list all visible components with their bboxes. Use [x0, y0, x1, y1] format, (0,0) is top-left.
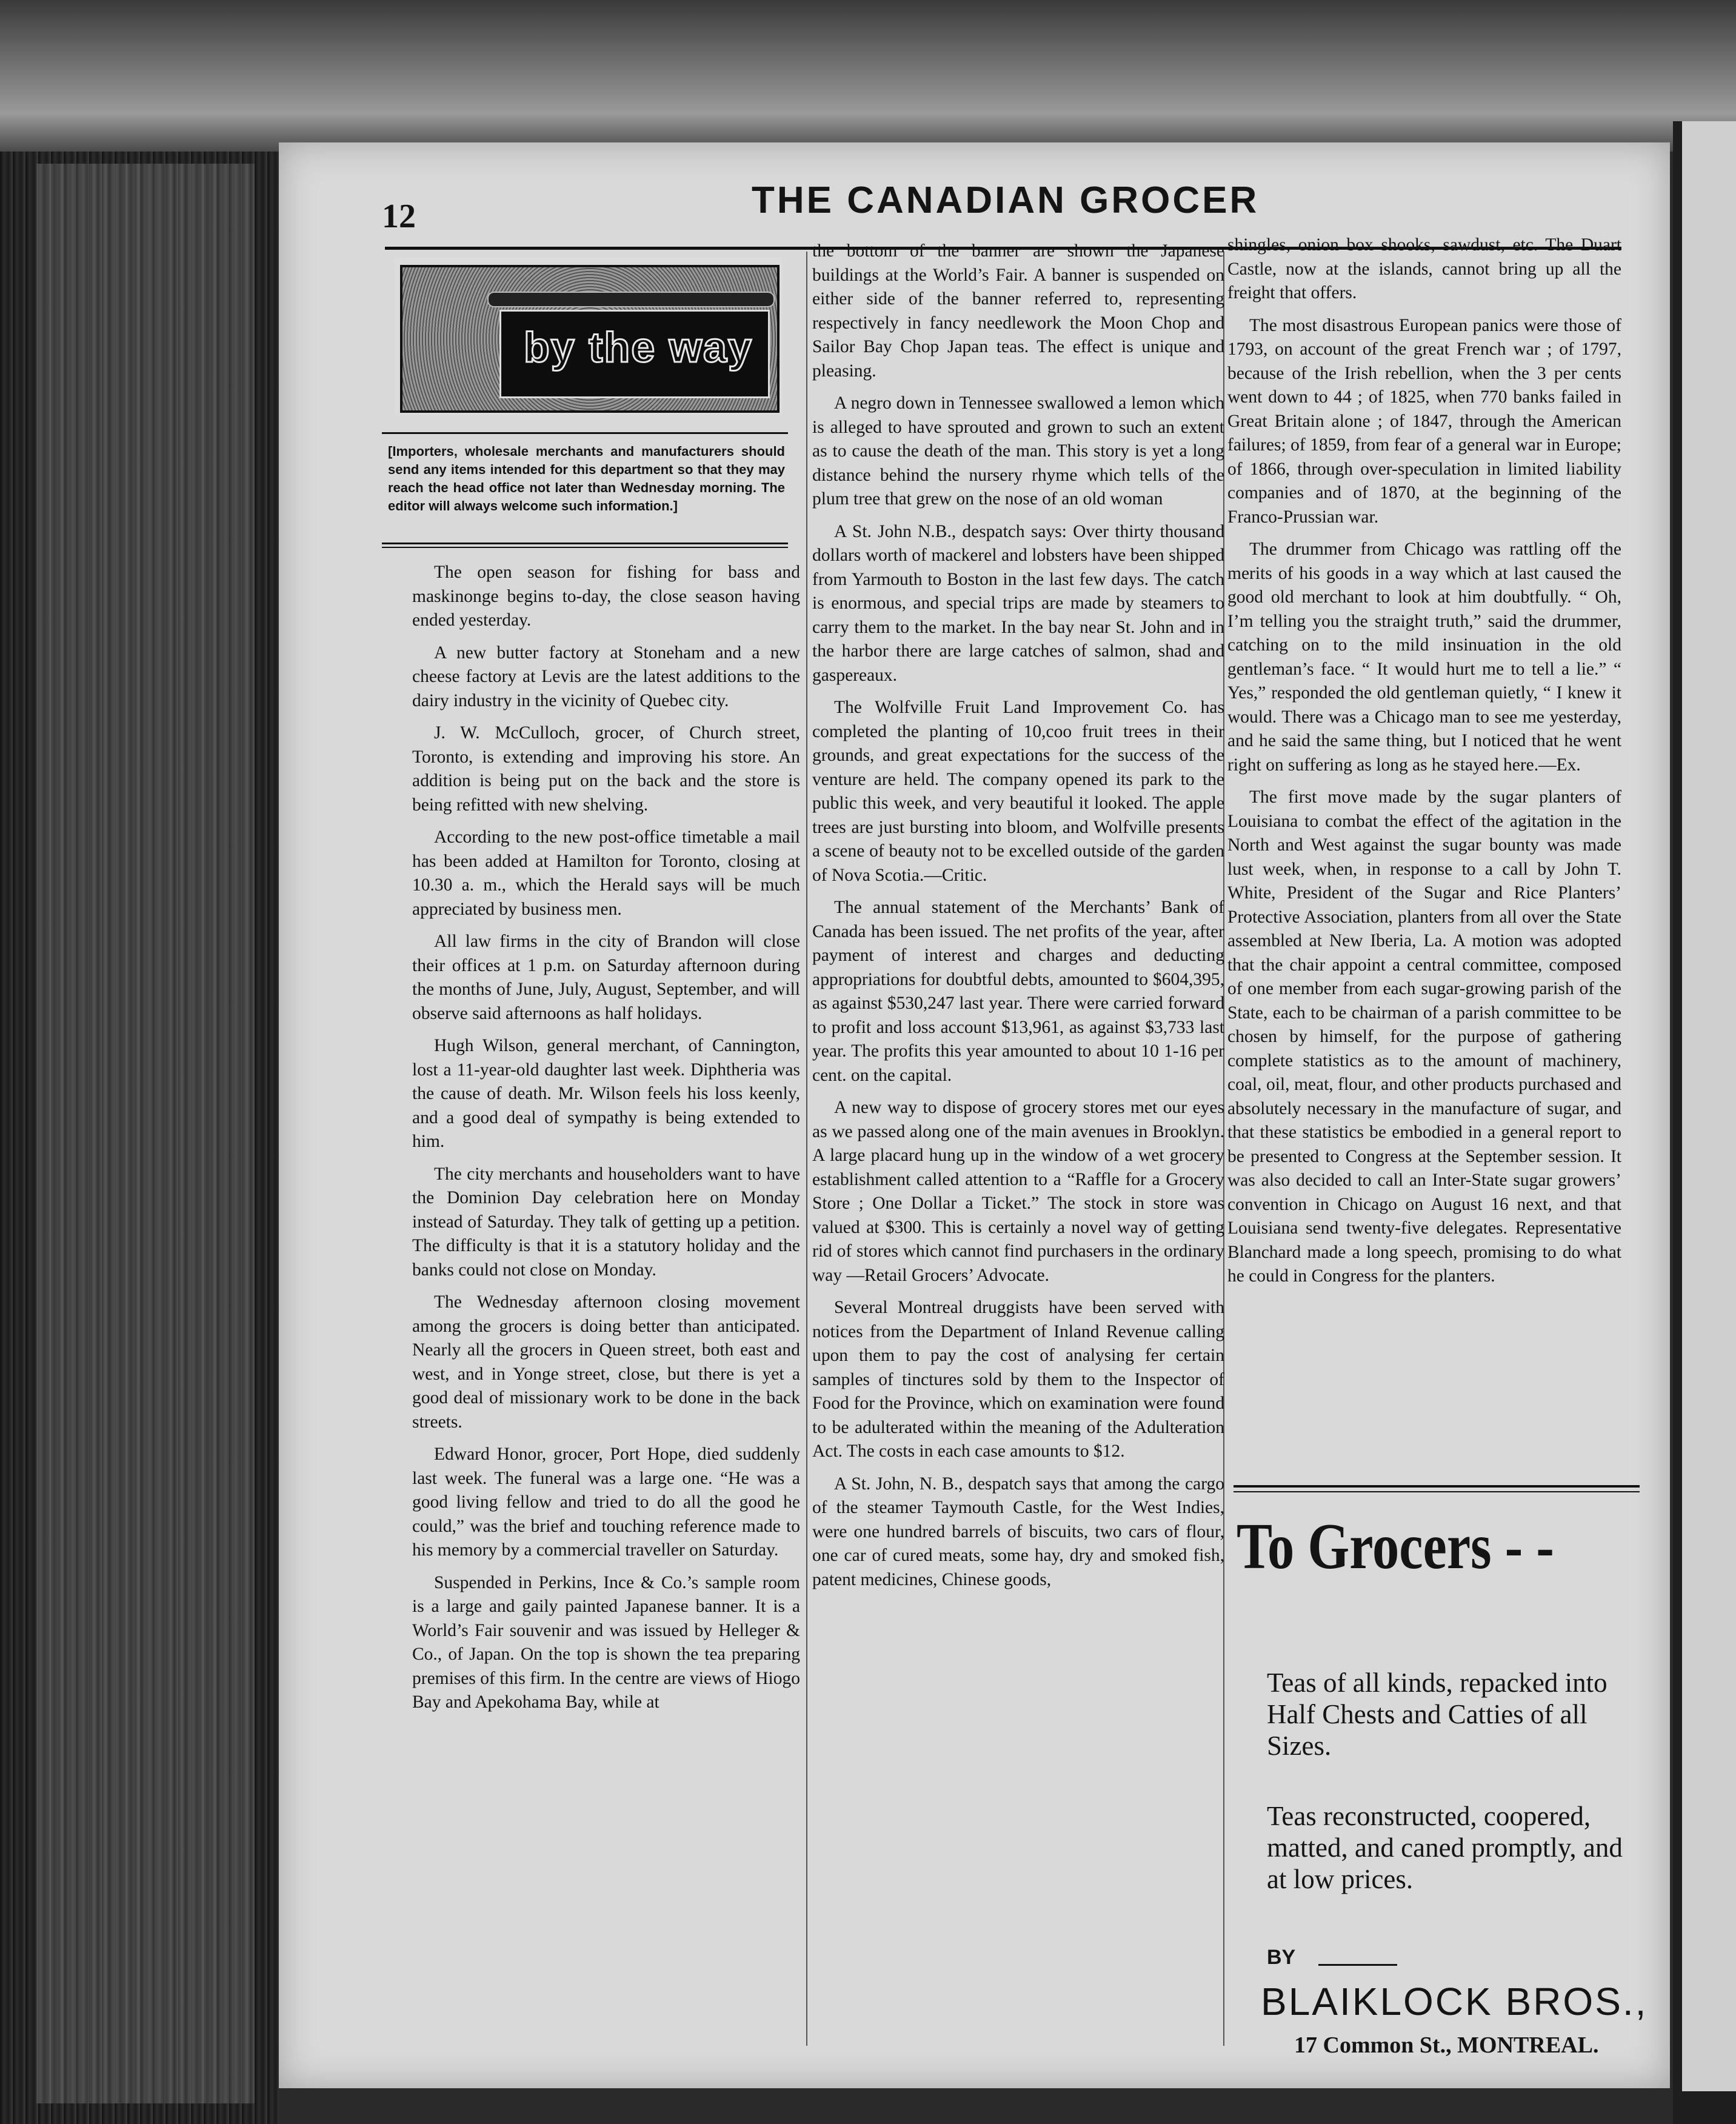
- ad-rule: [1234, 1485, 1640, 1488]
- ad-firm-name: BLAIKLOCK BROS.,: [1261, 1980, 1648, 2023]
- by-the-way-banner: [394, 258, 782, 415]
- article-paragraph: The open season for fishing for bass and maskinonge begins to-day, the close season having ended yesterday.: [412, 563, 800, 630]
- column-divider: [806, 252, 807, 2046]
- article-paragraph: Suspended in Perkins, Ince & Co.’s sample room is a large and gaily painted Japanese banner. It is a World’s Fair souvenir and was issued by Helleger & Co., of Japan. On the top is shown the tea preparing premises of this firm. In the centre are views of Hiogo Bay and Apekohama Bay, while at: [412, 1572, 800, 1712]
- article-paragraph: The Wolfville Fruit Land Improvement Co. has completed the planting of 10,coo fruit trees in their grounds, and great expectations for the success of the venture are held. The company opened its park to the public this week, and very beautiful it looked. The apple trees are just bursting into bloom, and Wolfville presents a scene of beauty not to be excelled outside of the garden of Nova Scotia.—Critic.: [812, 698, 1224, 885]
- banner-text: by the way: [524, 324, 753, 371]
- scanner-background-top: [0, 0, 1736, 152]
- article-paragraph: The most disastrous European panics were those of 1793, on account of the great French war ; of 1797, because of the Irish rebellion, when the 3 per cents went down to 44 ; of 1825, when 770 banks failed in Great Britain alone ; of 1847, through the American failures; of 1859, from fear of a general war in Europe; of 1866, through over-speculation in limited liability companies and of 1870, at the beginning of the Franco-Prussian war.: [1227, 315, 1621, 527]
- article-paragraph: The first move made by the sugar planters of Louisiana to combat the effect of the agitation in the North and West against the sugar bounty was made lust week, when, in response to a call by John T. White, President of the Sugar and Rice Planters’ Protective Association, planters from all over the State assembled at New Iberia, La. A motion was adopted that the chair appoint a central committee, composed of one member from each sugar-growing parish of the State, each to be chairman of a parish committee to be chosen by himself, for the purpose of gathering complete statistics as to the amount of machinery, coal, oil, meat, flour, and other products purchased and absolutely necessary in the manufacture of sugar, and that these statistics be embodied in a general report to be presented to Congress at the September session. It was also decided to call an Inter-State sugar growers’ convention in Chicago on August 16 next, and that Louisiana send twenty-five delegates. Representative Blanchard made a long speech, promising to do what he could in Congress for the planters.: [1227, 787, 1621, 1286]
- page-edges: [36, 164, 255, 2103]
- article-paragraph: The drummer from Chicago was rattling off the merits of his goods in a way which at last caused the good old merchant to look at him doubtfully. “ Oh, I’m telling you the straight truth,” said the drummer, catching on to the mild insinuation in the old gentleman’s face. “ It would hurt me to tell a lie.” “ Yes,” responded the old gentleman quietly, “ I knew it would. There was a Chicago man to see me yesterday, and he said the same thing, but I noticed that he went right on suffering as long as he stayed here.—Ex.: [1227, 539, 1621, 775]
- ad-text-line: Teas reconstructed, coopered, matted, and caned promptly, and at low prices.: [1267, 1801, 1623, 1894]
- banner-frame: [400, 265, 780, 413]
- banner-rod: [487, 292, 775, 307]
- article-paragraph: shingles, onion box shooks, sawdust, etc. The Duart Castle, now at the islands, cannot bring up all the freight that offers.: [1227, 235, 1621, 302]
- masthead-title: THE CANADIAN GROCER: [752, 179, 1260, 221]
- newspaper-page: [279, 142, 1670, 2088]
- article-paragraph: The annual statement of the Merchants’ Bank of Canada has been issued. The net profits of the year, after payment of interest and charges and deducting appropriations for doubtful debts, amounted to $604,395, as against $530,247 last year. There were carried forward to profit and loss account $13,961, as against $3,733 last year. The profits this year amounted to about 10 1-16 per cent. on the capital.: [812, 898, 1224, 1085]
- article-paragraph: A negro down in Tennessee swallowed a lemon which is alleged to have sprouted and grown to such an extent as to cause the death of the man. This story is yet a long distance behind the nursery rhyme which tells of the plum tree that grew on the nose of an old woman: [812, 393, 1224, 509]
- article-paragraph: All law firms in the city of Brandon will close their offices at 1 p.m. on Saturday afternoon during the months of June, July, August, September, and will observe said afternoons as half holidays.: [412, 932, 800, 1023]
- article-paragraph: J. W. McCulloch, grocer, of Church street, Toronto, is extending and improving his store. An addition is being put on the back and the store is being refitted with new shelving.: [412, 723, 800, 815]
- article-paragraph: A St. John N.B., despatch says: Over thirty thousand dollars worth of mackerel and lobsters have been shipped from Yarmouth to Boston in the last few days. The catch is enormous, and special trips are made by steamers to carry them to the market. In the bay near St. John and in the harbor there are large catches of salmon, shad and gaspereaux.: [812, 521, 1224, 685]
- note-rule-top: [382, 432, 788, 434]
- article-paragraph: Several Montreal druggists have been served with notices from the Department of Inland Revenue calling upon them to pay the cost of analysing fer certain samples of tinctures sold by them to the Inspector of Food for the Province, which on examination were found to be adulterated within the meaning of the Adulteration Act. The costs in each case amounts to $12.: [812, 1298, 1224, 1461]
- column-3: [1227, 233, 1621, 1297]
- ad-address: 17 Common St., MONTREAL.: [1294, 2032, 1599, 2058]
- article-paragraph: the bottom of the banner are shown the Japanese buildings at the World’s Fair. A banner is suspended on either side of the banner referred to, representing respectively in fancy needlework the Moon Chop and Sailor Bay Chop Japan teas. The effect is unique and pleasing.: [812, 241, 1224, 381]
- ad-by-rule: [1318, 1964, 1397, 1966]
- facing-page-edge: [1682, 121, 1736, 2091]
- ad-by-label: BY: [1267, 1946, 1296, 1969]
- ad-text-line: Teas of all kinds, repacked into Half Chests and Catties of all Sizes.: [1267, 1668, 1607, 1761]
- column-2: [812, 239, 1224, 1600]
- column-1: [412, 561, 800, 1723]
- page-number: 12: [382, 198, 416, 235]
- article-paragraph: Edward Honor, grocer, Port Hope, died suddenly last week. The funeral was a large one. “He was a good living fellow and tried to do all the good he could,” was the brief and touching reference made to his memory by a commercial traveller on Saturday.: [412, 1444, 800, 1560]
- article-paragraph: A new butter factory at Stoneham and a new cheese factory at Levis are the latest additions to the dairy industry in the vicinity of Quebec city.: [412, 643, 800, 710]
- editor-note: [Importers, wholesale merchants and manufacturers should send any items intended for this department so that they may reach the head office not later than Wednesday morning. The editor will always welcome such information.]: [388, 444, 785, 513]
- article-paragraph: A new way to dispose of grocery stores met our eyes as we passed along one of the main avenues in Brooklyn. A large placard hung up in the window of a wet grocery establishment called attention to a “Raffle for a Grocery Store ; One Dollar a Ticket.” The stock in store was valued at $300. This is certainly a novel way of getting rid of stores which cannot find purchasers in the ordinary way —Retail Grocers’ Advocate.: [812, 1098, 1224, 1285]
- note-rule-bottom-2: [382, 547, 788, 548]
- blaiklock-advertisement: [1234, 1485, 1648, 2058]
- article-paragraph: According to the new post-office timetable a mail has been added at Hamilton for Toronto, closing at 10.30 a. m., which the Herald says will be much appreciated by business men.: [412, 827, 800, 919]
- article-paragraph: The Wednesday afternoon closing movement among the grocers is doing better than anticipated. Nearly all the grocers in Queen street, both east and west, and in Yonge street, close, but there is yet a good deal of missionary work to be done in the back streets.: [412, 1292, 800, 1432]
- article-paragraph: A St. John, N. B., despatch says that among the cargo of the steamer Taymouth Castle, for the West Indies, were one hundred barrels of biscuits, two cars of flour, one car of cured meats, some hay, dry and smoked fish, patent medicines, Chinese goods,: [812, 1474, 1224, 1589]
- ad-headline: To Grocers - -: [1237, 1511, 1554, 1583]
- article-paragraph: Hugh Wilson, general merchant, of Cannington, lost a 11-year-old daughter last week. Diphtheria was the cause of death. Mr. Wilson feels his loss keenly, and a good deal of sympathy is being extended to him.: [412, 1036, 800, 1151]
- note-rule-bottom: [382, 543, 788, 544]
- article-paragraph: The city merchants and householders want to have the Dominion Day celebration here on Monday instead of Saturday. They talk of getting up a petition. The difficulty is that it is a statutory holiday and the banks could not close on Monday.: [412, 1164, 800, 1280]
- ad-rule: [1234, 1491, 1640, 1492]
